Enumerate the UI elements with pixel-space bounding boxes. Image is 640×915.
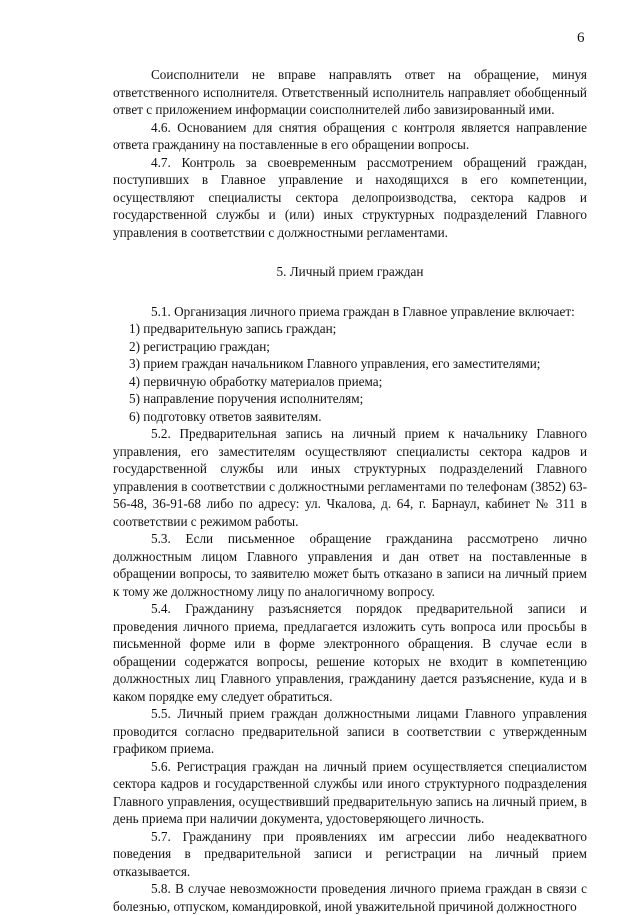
paragraph-5-1: 5.1. Организация личного приема граждан в Главное управление включает:: [151, 303, 575, 319]
paragraph-5-3: 5.3. Если письменное обращение гражданина рассмотрено лично должностным лицом Главного управления и дан ответ на поставленные в обращении вопросы, то заявителю может быть отказано в записи на личный прием к тому же должностному лицу по аналогичному вопросу.: [113, 531, 587, 599]
list-item: 1) предварительную запись граждан;: [129, 321, 337, 336]
section-title: 5. Личный прием граждан: [276, 264, 424, 279]
paragraph-5-2: 5.2. Предварительная запись на личный прием к начальнику Главного управления, его заместителям осуществляют специалисты сектора кадров и государственной службы или иных структурных подразделений Главного управления в соответствии с должностными регламентами по телефонам (3852) 63-56-48, 36-91-68 либо по адресу: ул. Чкалова, д. 64, г. Барнаул, кабинет № 311 в соответствии с режимом работы.: [113, 426, 587, 529]
paragraph-5-8: 5.8. В случае невозможности проведения личного приема граждан в связи с болезнью, отпуском, командировкой, иной уважительной причиной должностного: [113, 881, 587, 914]
paragraph-5-7: 5.7. Гражданину при проявлениях им агрессии либо неадекватного поведения в предварительной записи и регистрации на личный прием отказывается.: [113, 828, 587, 879]
list-item: 3) прием граждан начальником Главного управления, его заместителями;: [129, 356, 541, 371]
list-item: 4) первичную обработку материалов приема;: [129, 373, 383, 389]
paragraph-4-6: 4.6. Основанием для снятия обращения с контроля является направление ответа гражданину на поставленные в его обращении вопросы.: [113, 119, 587, 152]
paragraph-5-6: 5.6. Регистрация граждан на личный прием осуществляется специалистом сектора кадров и государственной службы или иного структурного подразделения Главного управления, осуществивший предварительную запись на личный прием, в день приема при наличии документа, удостоверяющего личность.: [113, 758, 587, 826]
paragraph-5-4: 5.4. Гражданину разъясняется порядок предварительной записи и проведения личного приема, предлагается изложить суть вопроса или просьбы в письменной форме или в форме электронного обращения. В случае если в обращении содержатся вопросы, решение которых не входит в компетенцию должностных лиц Главного управления, гражданину дается разъяснение, куда и в каком порядке ему следует обратиться.: [113, 601, 587, 704]
paragraph-4-7: 4.7. Контроль за своевременным рассмотрением обращений граждан, поступивших в Главное управление и находящихся в его компетенции, осуществляют специалисты сектора делопроизводства, сектора кадров и государственной службы и (или) иных структурных подразделений Главного управления в соответствии с должностными регламентами.: [113, 154, 587, 240]
document-body: [113, 66, 587, 915]
paragraph-5-5: 5.5. Личный прием граждан должностными лицами Главного управления проводится согласно предварительной записи в соответствии с утвержденным графиком приема.: [113, 706, 587, 756]
list-item: 5) направление поручения исполнителям;: [129, 391, 364, 406]
paragraph-coexecutors: Соисполнители не вправе направлять ответ на обращение, минуя ответственного исполнителя. Ответственный исполнитель направляет обобщенный ответ с приложением информации соисполнителей либо завизированный ими.: [113, 67, 587, 117]
page-number: 6: [577, 30, 585, 46]
list-item: 2) регистрацию граждан;: [129, 338, 270, 354]
list-item: 6) подготовку ответов заявителям.: [129, 408, 322, 424]
